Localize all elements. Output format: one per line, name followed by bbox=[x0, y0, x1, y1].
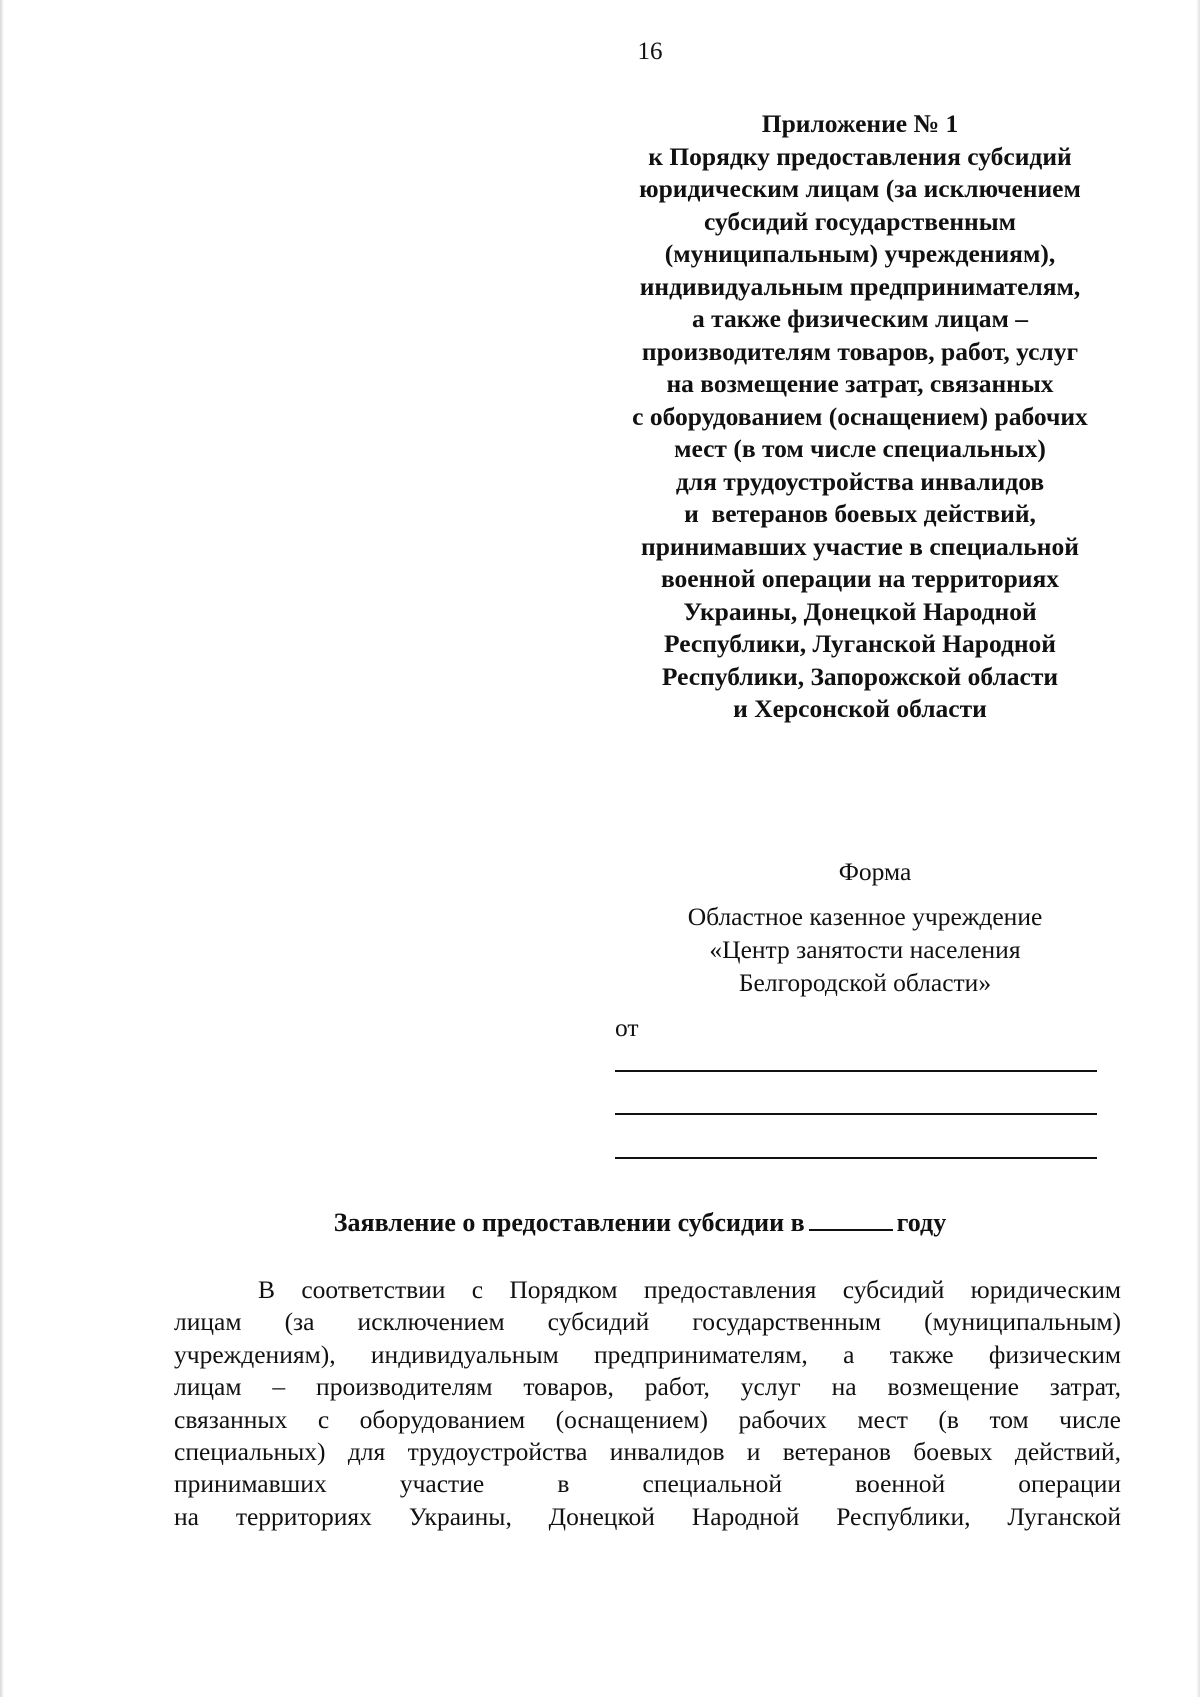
appendix-line: Республики, Луганской Народной bbox=[664, 629, 1056, 658]
year-blank[interactable] bbox=[809, 1207, 893, 1231]
appendix-line: и ветеранов боевых действий, bbox=[684, 499, 1036, 528]
scan-edge-right bbox=[1196, 0, 1200, 1697]
recipient-line: Областное казенное учреждение bbox=[687, 902, 1043, 931]
body-line: лицам – производителям товаров, работ, услуг на возмещение затрат, bbox=[174, 1372, 1121, 1402]
appendix-line: и Херсонской области bbox=[733, 694, 987, 723]
statement-title bbox=[180, 1206, 1100, 1240]
appendix-line: к Порядку предоставления субсидий bbox=[648, 141, 1072, 171]
appendix-line: Республики, Запорожской области bbox=[661, 661, 1059, 691]
applicant-line-1[interactable] bbox=[615, 1070, 1097, 1072]
from-label: от bbox=[615, 1013, 639, 1042]
appendix-line: (муниципальным) учреждениям), bbox=[664, 239, 1056, 268]
body-line: учреждениям), индивидуальным предпринимателям, а также физическим bbox=[174, 1339, 1121, 1369]
appendix-line: а также физическим лицам – bbox=[692, 304, 1028, 333]
recipient-line: «Центр занятости населения bbox=[709, 935, 1021, 964]
appendix-line: производителям товаров, работ, услуг bbox=[641, 336, 1079, 366]
statement-title-after: году bbox=[896, 1208, 947, 1237]
appendix-line: юридическим лицам (за исключением bbox=[639, 174, 1081, 203]
statement-body bbox=[174, 1274, 1121, 1533]
body-line: принимавших участие в специальной военной операции bbox=[174, 1469, 1121, 1499]
appendix-header bbox=[600, 108, 1120, 726]
appendix-line: мест (в том числе специальных) bbox=[674, 434, 1046, 463]
recipient-line: Белгородской области» bbox=[738, 968, 992, 997]
applicant-line-2[interactable] bbox=[615, 1113, 1097, 1115]
appendix-line: военной операции на территориях bbox=[660, 564, 1060, 593]
body-line: на территориях Украины, Донецкой Народной Республики, Луганской bbox=[174, 1501, 1121, 1531]
appendix-line: индивидуальным предпринимателям, bbox=[639, 271, 1081, 301]
applicant-line-3[interactable] bbox=[615, 1157, 1097, 1159]
appendix-line: с оборудованием (оснащением) рабочих bbox=[632, 401, 1088, 431]
body-line: лицам (за исключением субсидий государственным (муниципальным) bbox=[174, 1307, 1121, 1337]
appendix-line: субсидий государственным bbox=[703, 206, 1017, 236]
appendix-line: Приложение № 1 bbox=[761, 109, 959, 138]
body-line: специальных) для трудоустройства инвалидов и ветеранов боевых действий, bbox=[174, 1437, 1121, 1467]
page-number: 16 bbox=[637, 38, 663, 65]
body-line: В соответствии с Порядком предоставления субсидий юридическим bbox=[258, 1275, 1121, 1304]
scan-edge-left bbox=[0, 0, 4, 1697]
form-label: Форма bbox=[838, 857, 912, 886]
recipient-block bbox=[620, 900, 1110, 999]
appendix-line: Украины, Донецкой Народной bbox=[683, 596, 1037, 626]
appendix-line: для трудоустройства инвалидов bbox=[675, 466, 1045, 496]
statement-title-before: Заявление о предоставлении субсидии в bbox=[333, 1208, 805, 1237]
appendix-line: на возмещение затрат, связанных bbox=[666, 369, 1054, 398]
body-line: связанных с оборудованием (оснащением) рабочих мест (в том числе bbox=[174, 1404, 1121, 1434]
appendix-line: принимавших участие в специальной bbox=[641, 531, 1079, 561]
